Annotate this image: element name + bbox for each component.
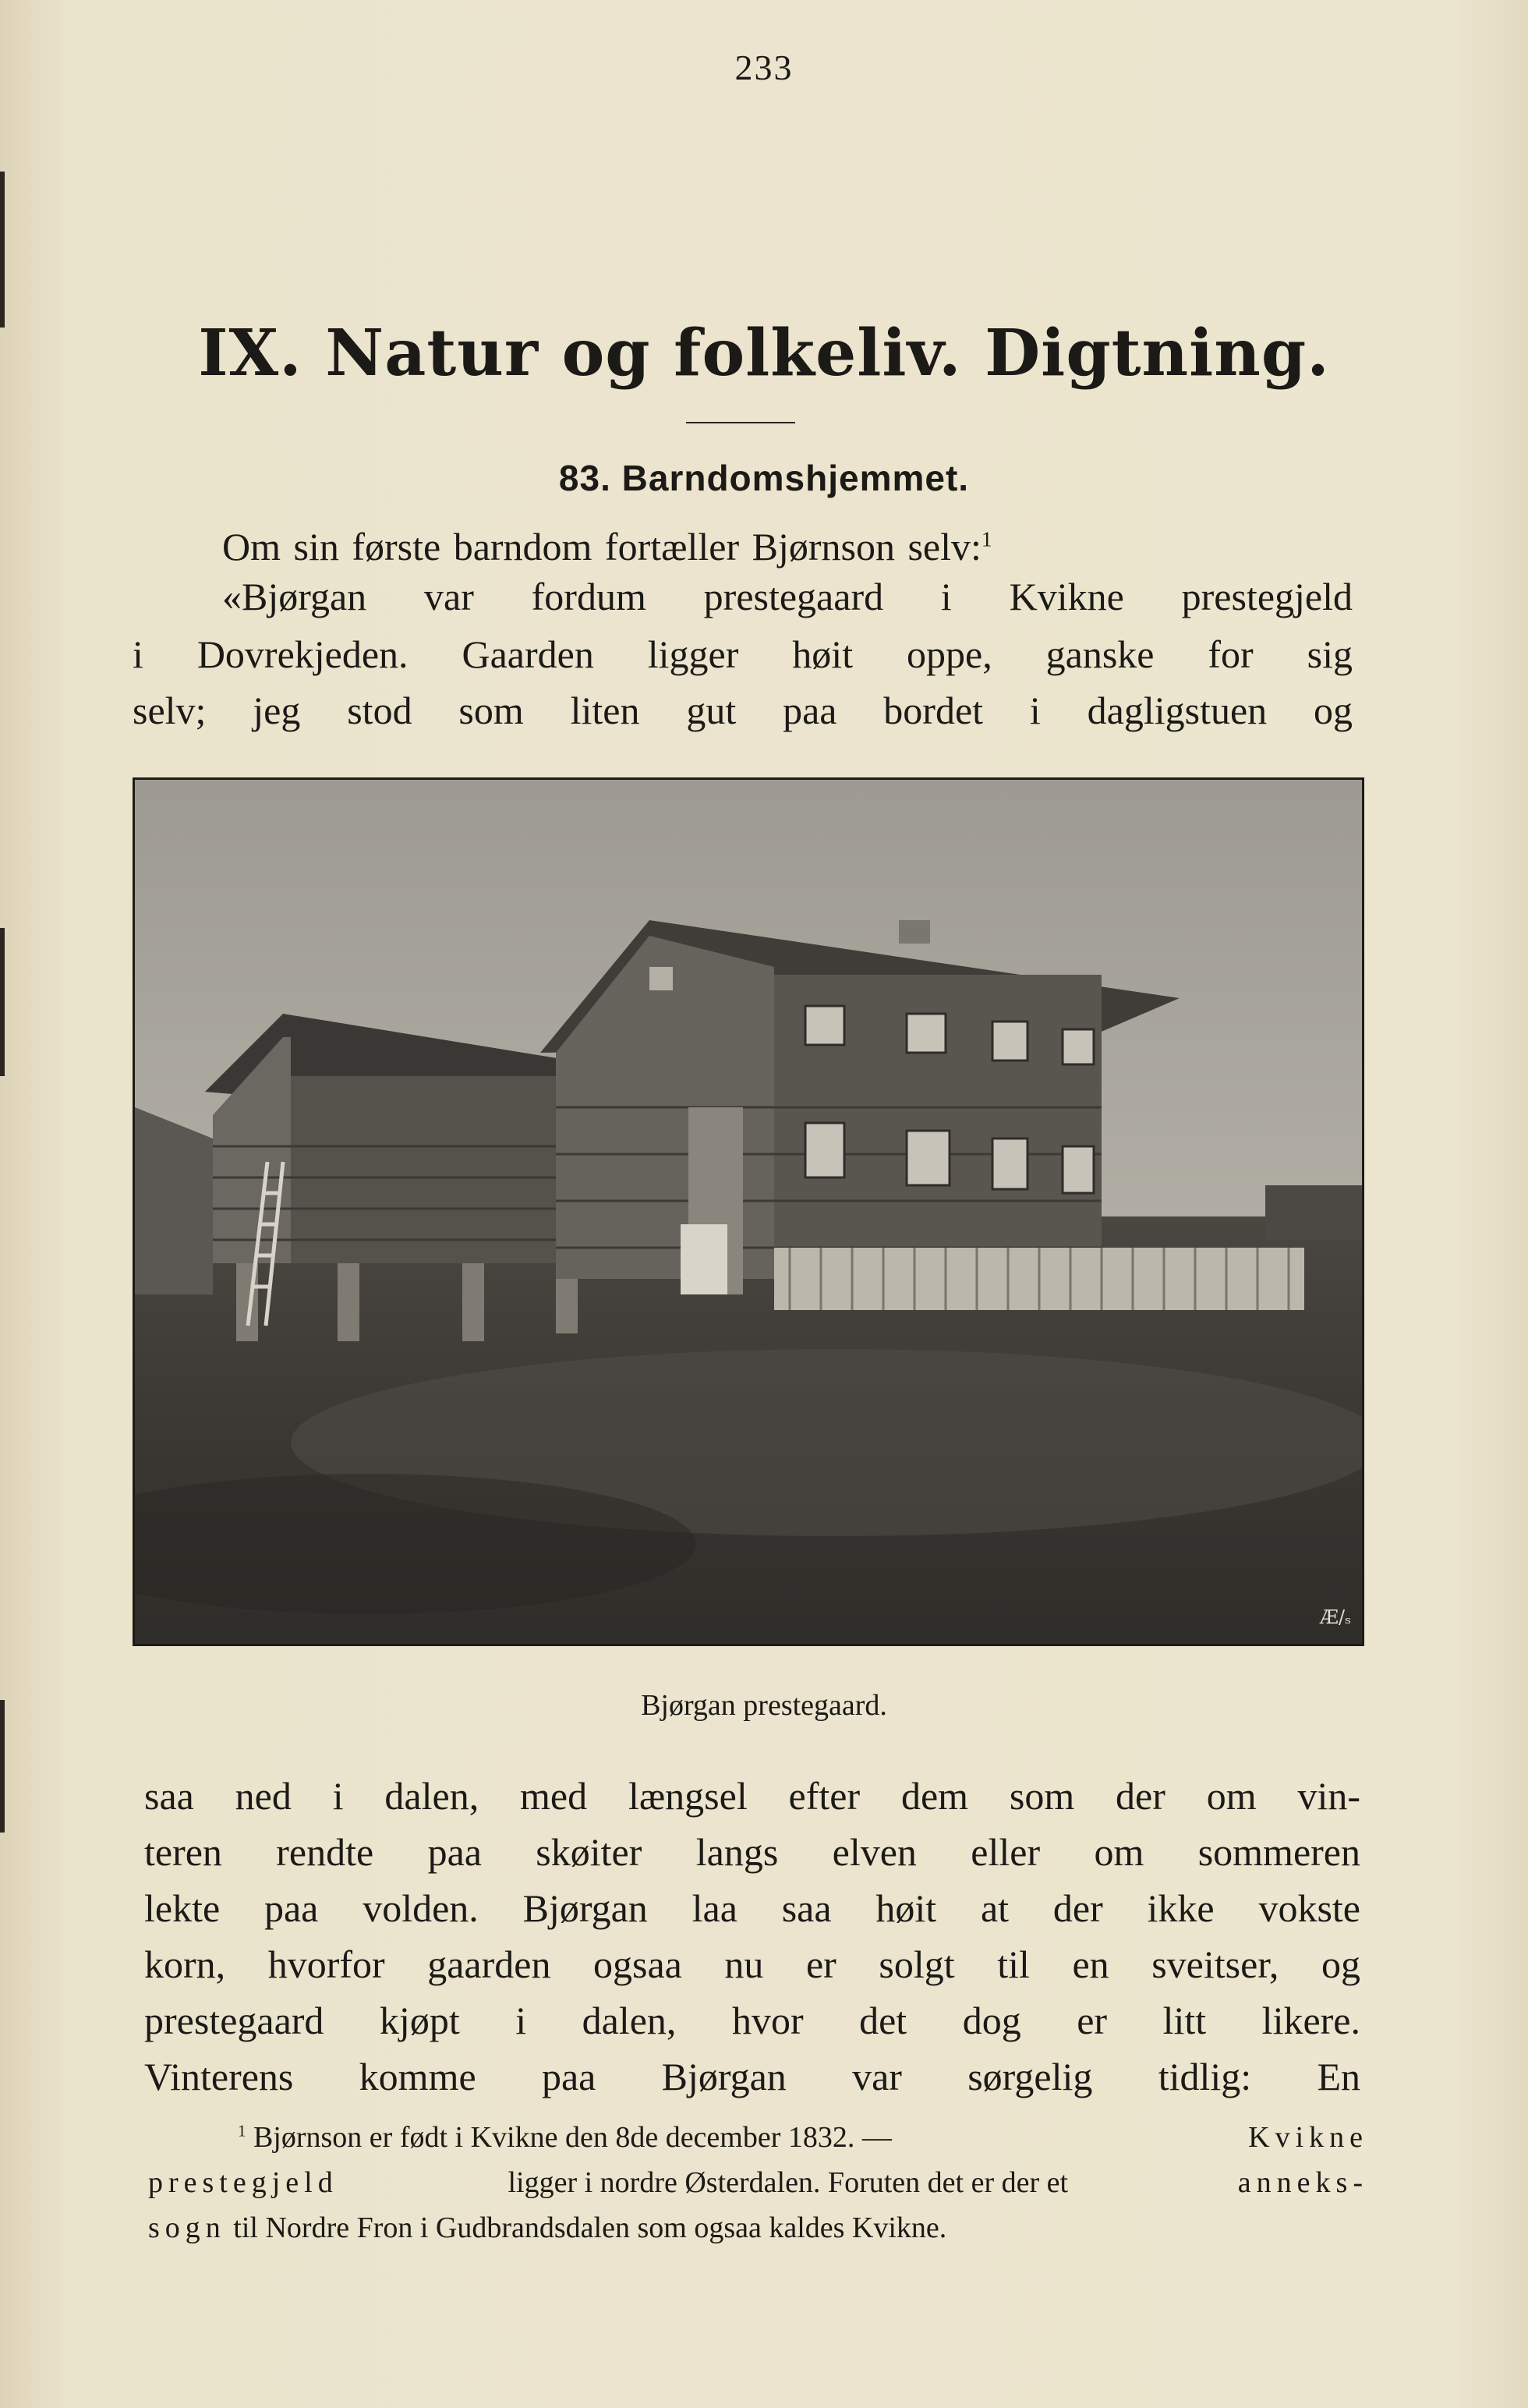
- footnote-line: [148, 2213, 946, 2243]
- chapter-title: IX. Natur og folkeliv. Digtning.: [198, 316, 1330, 391]
- section-title: Barndomshjemmet.: [621, 458, 970, 498]
- footnote-reference: 1: [981, 526, 992, 551]
- footnote-emphasis: sogn: [148, 2211, 226, 2244]
- section-number: 83.: [558, 458, 611, 498]
- text-line: «Bjørgan var fordum prestegaard i Kvikne prestegjeld: [222, 575, 1353, 618]
- text-line: i Dovrekjeden. Gaarden ligger høit oppe, ganske for sig: [133, 632, 1353, 676]
- text-line: saa ned i dalen, med længsel efter dem som der om vin-: [144, 1774, 1360, 1818]
- text-line: korn, hvorfor gaarden ogsaa nu er solgt til en sveitser, og: [144, 1942, 1360, 1986]
- binding-edge: [0, 928, 5, 1076]
- text-line: teren rendte paa skøiter langs elven eller om sommeren: [144, 1830, 1360, 1874]
- text-line: selv; jeg stod som liten gut paa bordet i dagligstuen og: [133, 689, 1353, 732]
- footnote-text: til Nordre Fron i Gudbrandsdalen som ogsaa kaldes Kvikne.: [233, 2211, 947, 2244]
- text-line: lekte paa volden. Bjørgan laa saa høit at der ikke vokste: [144, 1886, 1360, 1930]
- text-line: Vinterens komme paa Bjørgan var sørgelig tidlig: En: [144, 2055, 1360, 2098]
- title-divider: [686, 422, 795, 423]
- farmhouse-photograph: [133, 777, 1364, 1646]
- section-heading: [0, 457, 1528, 499]
- footnote-emphasis: Kvikne: [1248, 2121, 1368, 2154]
- footnote-mark: 1: [238, 2121, 246, 2141]
- figure-caption: Bjørgan prestegaard.: [641, 1689, 887, 1722]
- footnote-text: ligger i nordre Østerdalen. Foruten det er der et: [508, 2166, 1069, 2199]
- footnote-text: $^1$ Bjørnson er født i Kvikne den 8de december 1832. —: [238, 2121, 892, 2154]
- binding-edge: [0, 172, 5, 328]
- page-number: 233: [734, 48, 794, 87]
- footnote-line: [238, 2123, 1368, 2152]
- footnote-emphasis: prestegjeld: [148, 2166, 338, 2199]
- intro-text: Om sin første barndom fortæller Bjørnson selv:: [222, 525, 982, 568]
- intro-line: [222, 527, 992, 566]
- text-line: prestegaard kjøpt i dalen, hvor det dog er litt likere.: [144, 1999, 1360, 2042]
- footnote-emphasis: anneks-: [1237, 2166, 1368, 2199]
- photo-monogram: Æ/ₛ: [1320, 1606, 1352, 1628]
- photograph-image: [135, 780, 1362, 1644]
- footnote-line: [148, 2168, 1368, 2197]
